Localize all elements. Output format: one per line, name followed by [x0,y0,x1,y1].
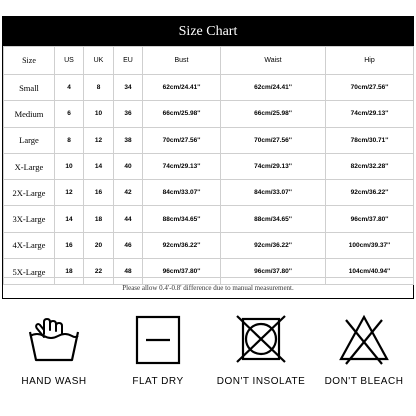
care-item-flat-dry [106,312,210,392]
size-cell: 5X-Large [4,259,55,285]
eu-cell: 42 [114,180,143,206]
eu-cell: 46 [114,232,143,258]
us-cell: 12 [55,180,84,206]
waist-cell: 96cm/37.80'' [221,259,326,285]
care-item-hand-wash [2,312,106,392]
hip-cell: 74cm/29.13'' [326,101,414,127]
table-row [4,180,414,206]
waist-cell: 88cm/34.65'' [221,206,326,232]
table-header-row [4,47,414,75]
eu-cell: 34 [114,75,143,101]
bust-cell: 70cm/27.56'' [143,127,221,153]
bust-cell: 62cm/24.41'' [143,75,221,101]
size-chart-title: Size Chart [3,17,413,46]
table-row [4,153,414,179]
care-label-dont-insolate: DON'T INSOLATE [216,376,306,387]
care-label-dont-bleach: DON'T BLEACH [324,376,404,387]
uk-cell: 20 [84,232,114,258]
waist-cell: 92cm/36.22'' [221,232,326,258]
waist-cell: 70cm/27.56'' [221,127,326,153]
hip-cell: 82cm/32.28'' [326,153,414,179]
table-row [4,101,414,127]
bust-cell: 74cm/29.13'' [143,153,221,179]
hip-cell: 104cm/40.94'' [326,259,414,285]
care-item-dont-insolate [209,312,313,392]
hip-cell: 100cm/39.37'' [326,232,414,258]
us-cell: 4 [55,75,84,101]
do-not-bleach-icon [334,312,394,368]
waist-cell: 74cm/29.13'' [221,153,326,179]
bust-cell: 84cm/33.07'' [143,180,221,206]
column-header-eu: EU [114,47,143,75]
us-cell: 8 [55,127,84,153]
size-cell: Small [4,75,55,101]
size-cell: Large [4,127,55,153]
waist-cell: 84cm/33.07'' [221,180,326,206]
waist-cell: 66cm/25.98'' [221,101,326,127]
eu-cell: 48 [114,259,143,285]
column-header-uk: UK [84,47,114,75]
us-cell: 6 [55,101,84,127]
us-cell: 14 [55,206,84,232]
hip-cell: 96cm/37.80'' [326,206,414,232]
table-row [4,232,414,258]
do-not-tumble-dry-icon [231,312,291,368]
column-header-waist: Waist [221,47,326,75]
measurement-note: Please allow 0.4'-0.8' difference due to manual measurement. [3,277,413,298]
bust-cell: 88cm/34.65'' [143,206,221,232]
size-chart [2,16,414,299]
uk-cell: 16 [84,180,114,206]
care-item-dont-bleach [312,312,416,392]
table-row [4,206,414,232]
flat-dry-icon [128,312,188,368]
uk-cell: 22 [84,259,114,285]
eu-cell: 36 [114,101,143,127]
size-cell: Medium [4,101,55,127]
bust-cell: 66cm/25.98'' [143,101,221,127]
uk-cell: 18 [84,206,114,232]
hip-cell: 70cm/27.56'' [326,75,414,101]
uk-cell: 14 [84,153,114,179]
bust-cell: 96cm/37.80'' [143,259,221,285]
column-header-size: Size [4,47,55,75]
us-cell: 18 [55,259,84,285]
us-cell: 16 [55,232,84,258]
eu-cell: 44 [114,206,143,232]
size-cell: 3X-Large [4,206,55,232]
size-cell: X-Large [4,153,55,179]
eu-cell: 38 [114,127,143,153]
hip-cell: 92cm/36.22'' [326,180,414,206]
waist-cell: 62cm/24.41'' [221,75,326,101]
care-label-flat-dry: FLAT DRY [132,376,184,387]
table-row [4,75,414,101]
column-header-hip: Hip [326,47,414,75]
column-header-us: US [55,47,84,75]
size-table [3,46,414,285]
care-label-hand-wash: HAND WASH [21,376,87,387]
table-row [4,127,414,153]
column-header-bust: Bust [143,47,221,75]
eu-cell: 40 [114,153,143,179]
uk-cell: 12 [84,127,114,153]
us-cell: 10 [55,153,84,179]
uk-cell: 8 [84,75,114,101]
hip-cell: 78cm/30.71'' [326,127,414,153]
bust-cell: 92cm/36.22'' [143,232,221,258]
size-cell: 4X-Large [4,232,55,258]
size-cell: 2X-Large [4,180,55,206]
hand-wash-icon [24,312,84,368]
uk-cell: 10 [84,101,114,127]
